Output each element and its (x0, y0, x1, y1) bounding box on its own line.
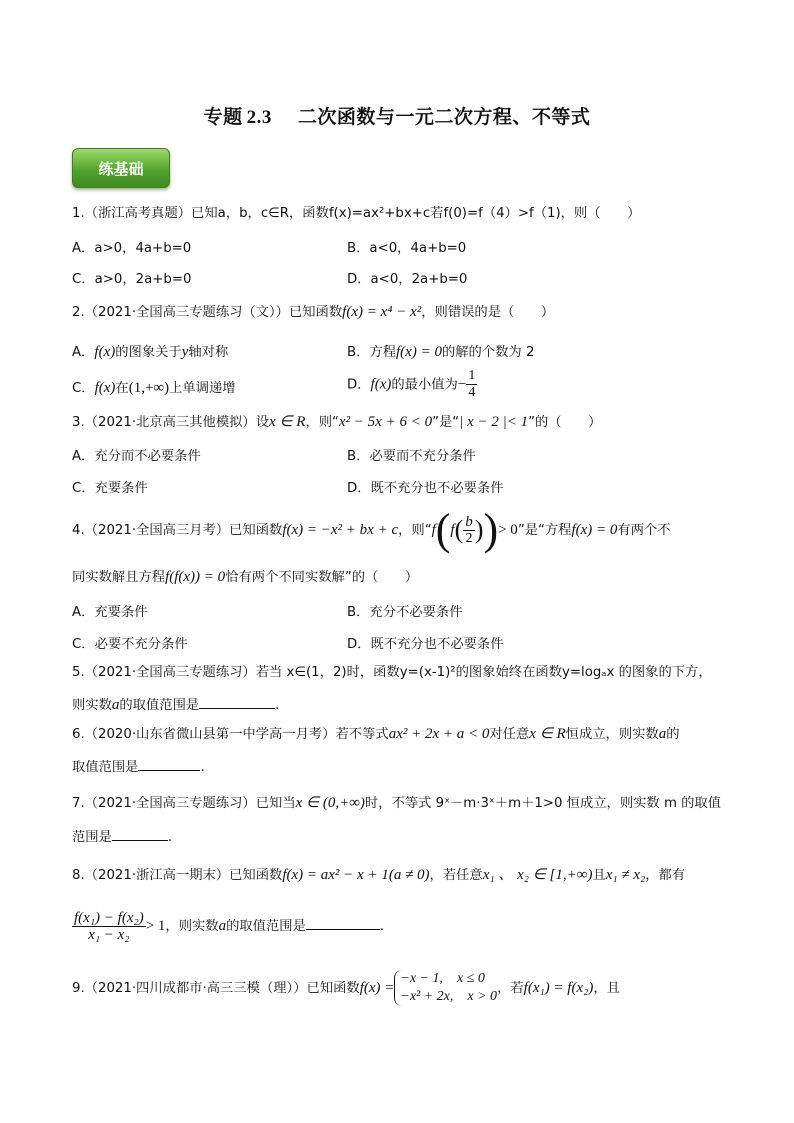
answer-blank[interactable] (199, 694, 275, 709)
fraction-one-quarter: $\frac{1}{4}$ (468, 368, 476, 400)
question-1-option-c: C．a>0，2a+b=0 (72, 272, 192, 287)
question-1-option-b: B．a<0，4a+b=0 (347, 241, 467, 256)
answer-blank[interactable] (306, 915, 380, 930)
answer-blank[interactable] (138, 756, 200, 771)
question-3-option-b: B．必要而不充分条件 (347, 449, 476, 464)
question-5-stem-line2: 则实数a的取值范围是 . (72, 694, 279, 715)
question-4-option-a: A．充要条件 (72, 605, 148, 620)
question-2-option-d: D．f(x)的最小值为− $\frac{1}{4}$ (347, 368, 476, 400)
question-4-stem-line2: 同实数解且方程f(f(x)) = 0恰有两个不同实数解”的（ ） (72, 569, 419, 585)
question-2-option-b: B．方程f(x) = 0的解的个数为 2 (347, 344, 535, 360)
question-3-option-d: D．既不充分也不必要条件 (347, 481, 504, 496)
question-4-option-b: B．充分不必要条件 (347, 605, 463, 620)
question-3-stem: 3.（2021·北京高三其他模拟）设x ∈ R，则“x² − 5x + 6 < 0”是“| x − 2 |< 1”的（ ） (72, 414, 602, 430)
question-3-option-c: C．充要条件 (72, 481, 148, 496)
question-4-option-d: D．既不充分也不必要条件 (347, 637, 504, 652)
question-5-stem: 5.（2021·全国高三专题练习）若当 x∈(1，2)时，函数y=(x-1)²的图象始终在函数y=logₐx 的图象的下方， (72, 665, 712, 680)
page-title: 专题 2.3 二次函数与一元二次方程、不等式 (203, 106, 591, 128)
question-8-stem: 8.（2021·浙江高一期末）已知函数f(x) = ax² − x + 1(a ≠ 0)，若任意x₁ 、 x₂ ∈ [1,+∞)且x₁ ≠ x₂，都有 (72, 867, 686, 883)
question-1-option-d: D．a<0，2a+b=0 (347, 272, 468, 287)
question-4-stem: 4.（2021·全国高三月考）已知函数f(x) = −x² + bx + c，则“f(f( $\frac{b}{2}$ ))> 0”是“方程f(x) = 0有两个不 (72, 505, 671, 554)
question-1-option-a: A．a>0，4a+b=0 (72, 241, 192, 256)
answer-blank[interactable] (112, 826, 168, 841)
section-badge: 练基础 (72, 148, 170, 188)
question-2-option-a: A．f(x)的图象关于y轴对称 (72, 344, 229, 360)
question-1-stem: 1.（浙江高考真题）已知a，b，c∈R，函数f(x)=ax²+bx+c若f(0)=f（4）>f（1)，则（ ） (72, 206, 641, 221)
question-9-stem: 9.（2021·四川成都市·高三三模（理））已知函数f(x) = −x − 1, x ≤ 0 −x² + 2x, x > 0 ，若f(x₁) = f(x₂)，且 (72, 971, 620, 1004)
question-3-option-a: A．充分而不必要条件 (72, 449, 201, 464)
fraction-b-over-2: $\frac{b}{2}$ (465, 513, 473, 546)
question-6-stem: 6.（2020·山东省微山县第一中学高一月考）若不等式ax² + 2x + a < 0对任意x ∈ R恒成立，则实数a的 (72, 726, 680, 742)
difference-quotient-fraction: $\frac{\text{f(x₁) − f(x₂)}}{\text{x₁ − x₂}}$ (74, 909, 144, 943)
question-7-stem: 7.（2021·全国高三专题练习）已知当x ∈ (0,+∞)时，不等式 9ˣ－m·3ˣ＋m＋1>0 恒成立，则实数 m 的取值 (72, 795, 722, 811)
question-6-stem-line2: 取值范围是 . (72, 756, 205, 777)
piecewise-cases: −x − 1, x ≤ 0 −x² + 2x, x > 0 (394, 970, 497, 1006)
question-7-stem-line2: 范围是 . (72, 826, 172, 847)
question-2-option-c: C．f(x)在(1,+∞)上单调递增 (72, 380, 236, 396)
question-2-stem: 2.（2021·全国高三专题练习（文））已知函数f(x) = x⁴ − x²，则错误的是（ ） (72, 304, 555, 320)
question-8-stem-line2: $\frac{\text{f(x₁) − f(x₂)}}{\text{x₁ − x₂}}$ > 1，则实数a的取值范围是 . (74, 909, 385, 943)
question-4-option-c: C．必要不充分条件 (72, 637, 188, 652)
